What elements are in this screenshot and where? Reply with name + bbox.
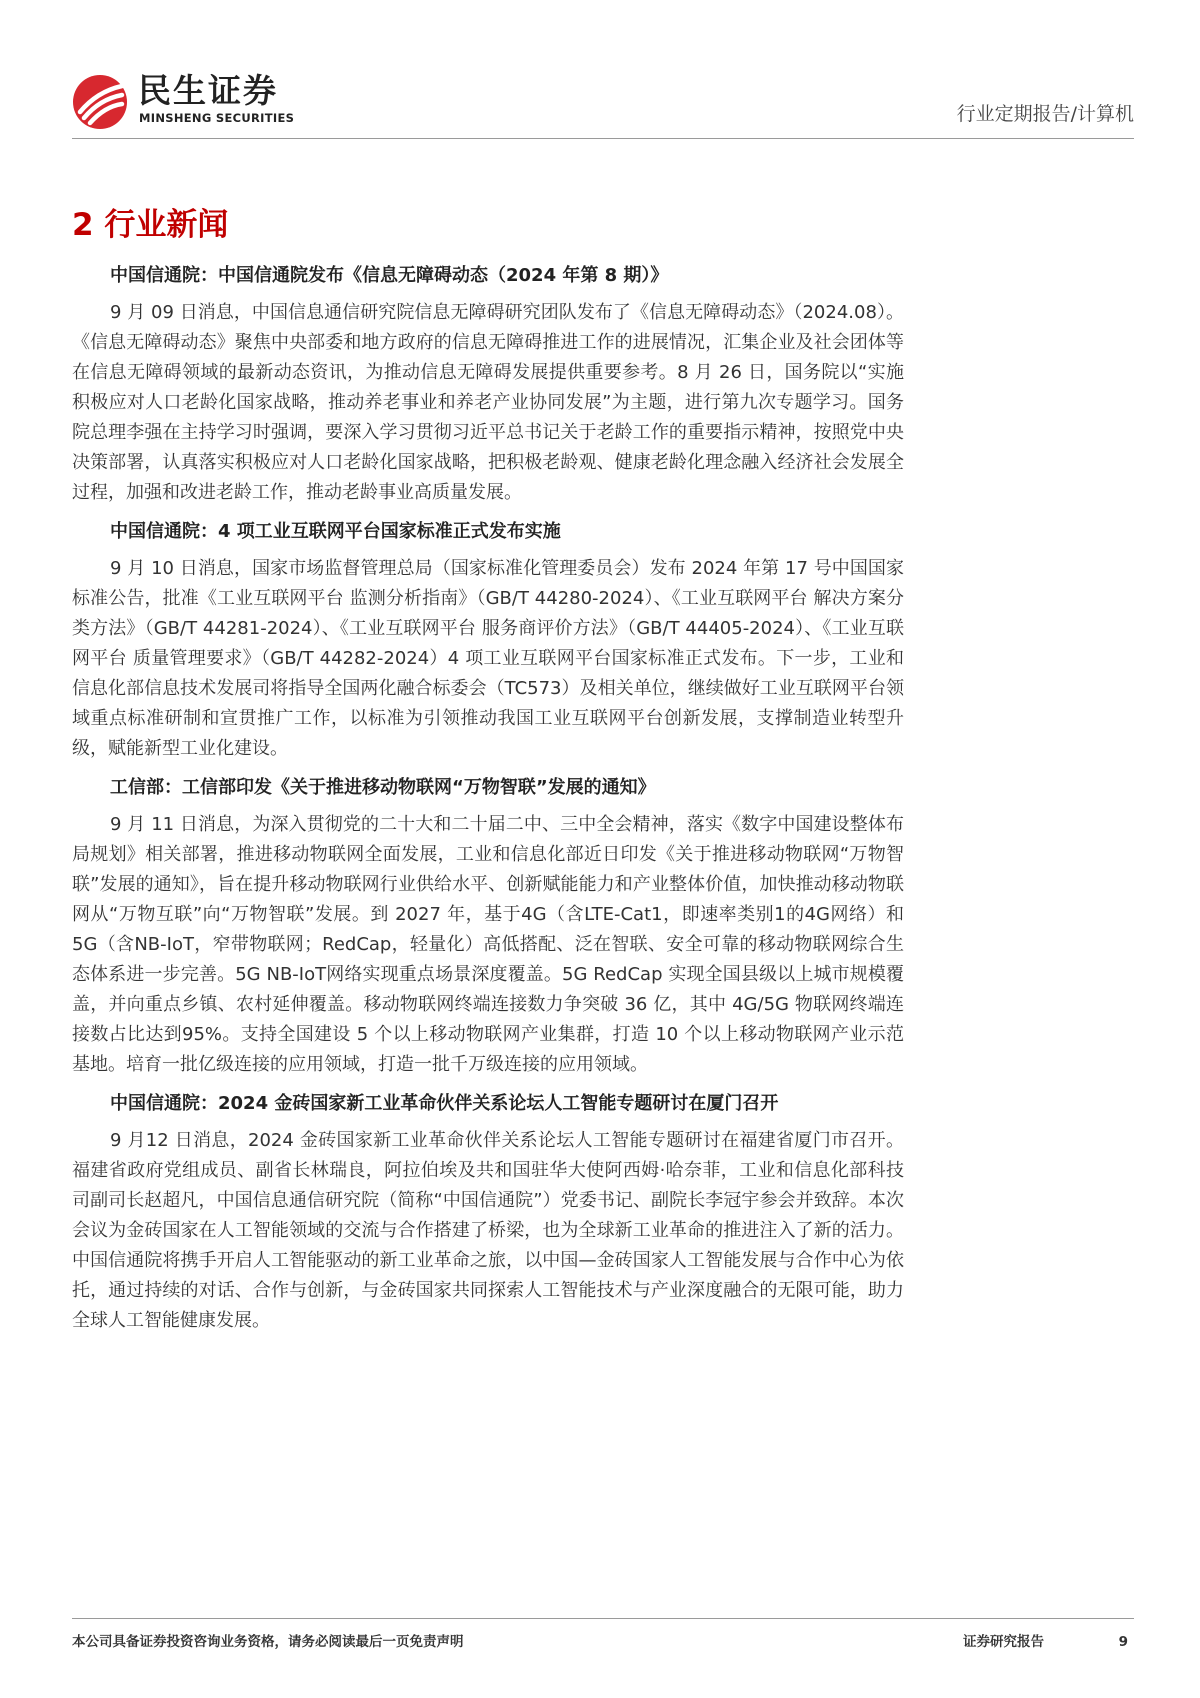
news-title: 中国信通院：中国信通院发布《信息无障碍动态（2024 年第 8 期）》 — [110, 265, 669, 286]
news-item — [72, 1091, 904, 1336]
news-title: 中国信通院：2024 金砖国家新工业革命伙伴关系论坛人工智能专题研讨在厦门召开 — [110, 1093, 779, 1114]
news-body: 9 月12 日消息，2024 金砖国家新工业革命伙伴关系论坛人工智能专题研讨在福建省厦门市召开。福建省政府党组成员、副省长林瑞良，阿拉伯埃及共和国驻华大使阿西姆·哈奈菲，工业和信息化部科技司副司长赵超凡，中国信息通信研究院（简称“中国信通院”）党委书记、副院长李冠宇参会并致辞。本次会议为金砖国家在人工智能领域的交流与合作搭建了桥梁，也为全球新工业革命的推进注入了新的活力。中国信通院将携手开启人工智能驱动的新工业革命之旅，以中国—金砖国家人工智能发展与合作中心为依托，通过持续的对话、合作与创新，与金砖国家共同探索人工智能技术与产业深度融合的无限可能，助力全球人工智能健康发展。 — [72, 1130, 904, 1331]
news-item — [72, 519, 904, 764]
page-number: 9 — [1118, 1634, 1128, 1650]
logo-chinese-name: 民生证券 — [138, 71, 278, 110]
news-body: 9 月 09 日消息，中国信息通信研究院信息无障碍研究团队发布了《信息无障碍动态》（2024.08）。《信息无障碍动态》聚焦中央部委和地方政府的信息无障碍推进工作的进展情况，汇集企业及社会团体等在信息无障碍领域的最新动态资讯，为推动信息无障碍发展提供重要参考。8 月 26 日，国务院以“实施积极应对人口老龄化国家战略，推动养老事业和养老产业协同发展”为主题，进行第九次专题学习。国务院总理李强在主持学习时强调，要深入学习贯彻习近平总书记关于老龄工作的重要指示精神，按照党中央决策部署，认真落实积极应对人口老龄化国家战略，把积极老龄观、健康老龄化理念融入经济社会发展全过程，加强和改进老龄工作，推动老龄事业高质量发展。 — [72, 302, 904, 503]
logo-english-name: MINSHENG SECURITIES — [139, 111, 295, 125]
news-body: 9 月 11 日消息，为深入贯彻党的二十大和二十届二中、三中全会精神，落实《数字中国建设整体布局规划》相关部署，推进移动物联网全面发展，工业和信息化部近日印发《关于推进移动物联网“万物智联”发展的通知》，旨在提升移动物联网行业供给水平、创新赋能能力和产业整体价值，加快推动移动物联网从“万物互联”向“万物智联”发展。到 2027 年，基于4G（含LTE-Cat1，即速率类别1的4G网络）和5G（含NB-IoT，窄带物联网；RedCap，轻量化）高低搭配、泛在智联、安全可靠的移动物联网综合生态体系进一步完善。5G NB-IoT网络实现重点场景深度覆盖。5G RedCap 实现全国县级以上城市规模覆盖，并向重点乡镇、农村延伸覆盖。移动物联网终端连接数力争突破 36 亿，其中 4G/5G 物联网终端连接数占比达到95%。支持全国建设 5 个以上移动物联网产业集群，打造 10 个以上移动物联网产业示范基地。培育一批亿级连接的应用领域，打造一批千万级连接的应用领域。 — [72, 814, 904, 1075]
footer-disclaimer: 本公司具备证券投资咨询业务资格，请务必阅读最后一页免责声明 — [72, 1634, 464, 1650]
news-title: 工信部：工信部印发《关于推进移动物联网“万物智联”发展的通知》 — [110, 777, 656, 798]
news-item — [72, 263, 904, 508]
report-category: 行业定期报告/计算机 — [956, 103, 1134, 125]
minsheng-logo-icon — [72, 74, 128, 130]
page-footer — [72, 1618, 1134, 1659]
news-list — [72, 263, 904, 1347]
news-body: 9 月 10 日消息，国家市场监督管理总局（国家标准化管理委员会）发布 2024 年第 17 号中国国家标准公告，批准《工业互联网平台 监测分析指南》（GB/T 44280-2024）、《工业互联网平台 解决方案分类方法》（GB/T 44281-2024）、《工业互联网平台 服务商评价方法》（GB/T 44405-2024）、《工业互联网平台 质量管理要求》（GB/T 44282-2024）4 项工业互联网平台国家标准正式发布。下一步，工业和信息化部信息技术发展司将指导全国两化融合标委会（TC573）及相关单位，继续做好工业互联网平台领域重点标准研制和宣贯推广工作，以标准为引领推动我国工业互联网平台创新发展，支撑制造业转型升级，赋能新型工业化建设。 — [72, 558, 904, 759]
section-title: 2 行业新闻 — [72, 207, 229, 243]
news-item — [72, 775, 904, 1080]
page-header — [72, 66, 1134, 139]
footer-report-type: 证券研究报告 — [963, 1634, 1044, 1650]
company-logo — [72, 70, 372, 130]
news-title: 中国信通院：4 项工业互联网平台国家标准正式发布实施 — [110, 521, 561, 542]
